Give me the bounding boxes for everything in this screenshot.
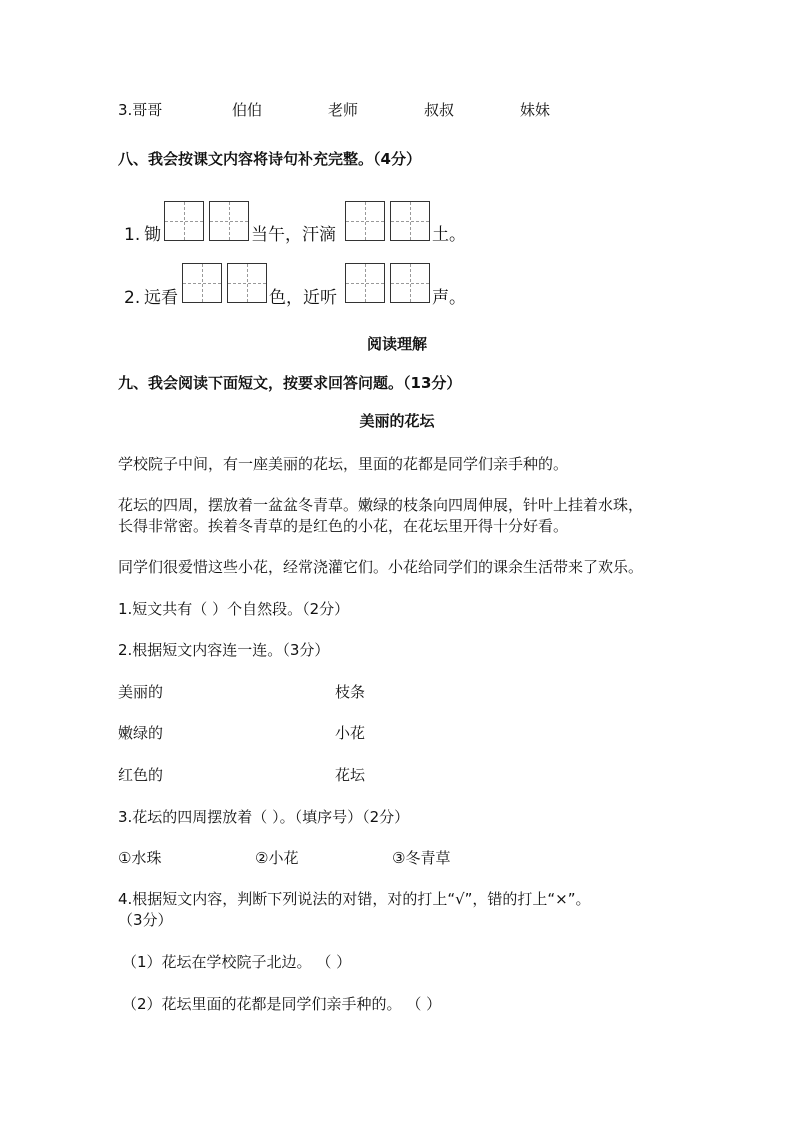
blank-box[interactable] <box>345 263 385 303</box>
poem-line2-start: 远看 <box>144 288 178 308</box>
poem-line1-num: 1. <box>124 225 141 245</box>
match-right-item: 枝条 <box>335 683 366 701</box>
poem-line1-start: 锄 <box>144 225 161 245</box>
word-option: 妹妹 <box>520 101 551 119</box>
passage-paragraph: 花坛的四周，摆放着一盆盆冬青草。嫩绿的枝条向四周伸展，针叶上挂着水珠， <box>118 496 644 514</box>
passage-paragraph: 学校院子中间，有一座美丽的花坛，里面的花都是同学们亲手种的。 <box>118 455 569 473</box>
word-option: 伯伯 <box>232 101 263 119</box>
blank-box[interactable] <box>182 263 222 303</box>
passage-paragraph: 同学们很爱惜这些小花，经常浇灌它们。小花给同学们的课余生活带来了欢乐。 <box>118 558 644 576</box>
blank-box[interactable] <box>227 263 267 303</box>
question-1: 1.短文共有（ ）个自然段。（2分） <box>118 600 350 618</box>
poem-line1-mid: 当午，汗滴 <box>251 225 336 245</box>
blank-box[interactable] <box>390 263 430 303</box>
poem-line2-mid: 色，近听 <box>269 288 337 308</box>
q3-option: ③冬青草 <box>392 849 451 867</box>
q3-option: ①水珠 <box>118 849 162 867</box>
word-option: 老师 <box>328 101 359 119</box>
question-4-points: （3分） <box>118 911 173 929</box>
section8-heading: 八、我会按课文内容将诗句补充完整。（4分） <box>118 150 421 168</box>
question-3: 3.花坛的四周摆放着（ ）。（填序号）（2分） <box>118 808 410 826</box>
match-left-item: 美丽的 <box>118 683 164 701</box>
q3-option: ②小花 <box>255 849 299 867</box>
match-left-item: 红色的 <box>118 766 164 784</box>
blank-box[interactable] <box>345 201 385 241</box>
poem-line2-num: 2. <box>124 288 141 308</box>
match-right-item: 小花 <box>335 724 366 742</box>
item3-label: 3.哥哥 <box>118 101 163 119</box>
poem-line2-end: 声。 <box>432 288 466 308</box>
match-left-item: 嫩绿的 <box>118 724 164 742</box>
match-right-item: 花坛 <box>335 766 366 784</box>
q4-statement: （2）花坛里面的花都是同学们亲手种的。 （ ） <box>122 995 442 1013</box>
passage-title: 美丽的花坛 <box>359 412 435 430</box>
word-option: 叔叔 <box>424 101 455 119</box>
question-2: 2.根据短文内容连一连。（3分） <box>118 641 330 659</box>
question-4: 4.根据短文内容，判断下列说法的对错，对的打上“√”，错的打上“×”。 <box>118 890 591 908</box>
passage-paragraph: 长得非常密。挨着冬青草的是红色的小花，在花坛里开得十分好看。 <box>118 517 569 535</box>
q4-statement: （1）花坛在学校院子北边。 （ ） <box>122 953 352 971</box>
section9-heading: 九、我会阅读下面短文，按要求回答问题。（13分） <box>118 374 462 392</box>
blank-box[interactable] <box>164 201 204 241</box>
blank-box[interactable] <box>390 201 430 241</box>
reading-title: 阅读理解 <box>366 335 427 353</box>
poem-line1-end: 土。 <box>432 225 466 245</box>
blank-box[interactable] <box>209 201 249 241</box>
